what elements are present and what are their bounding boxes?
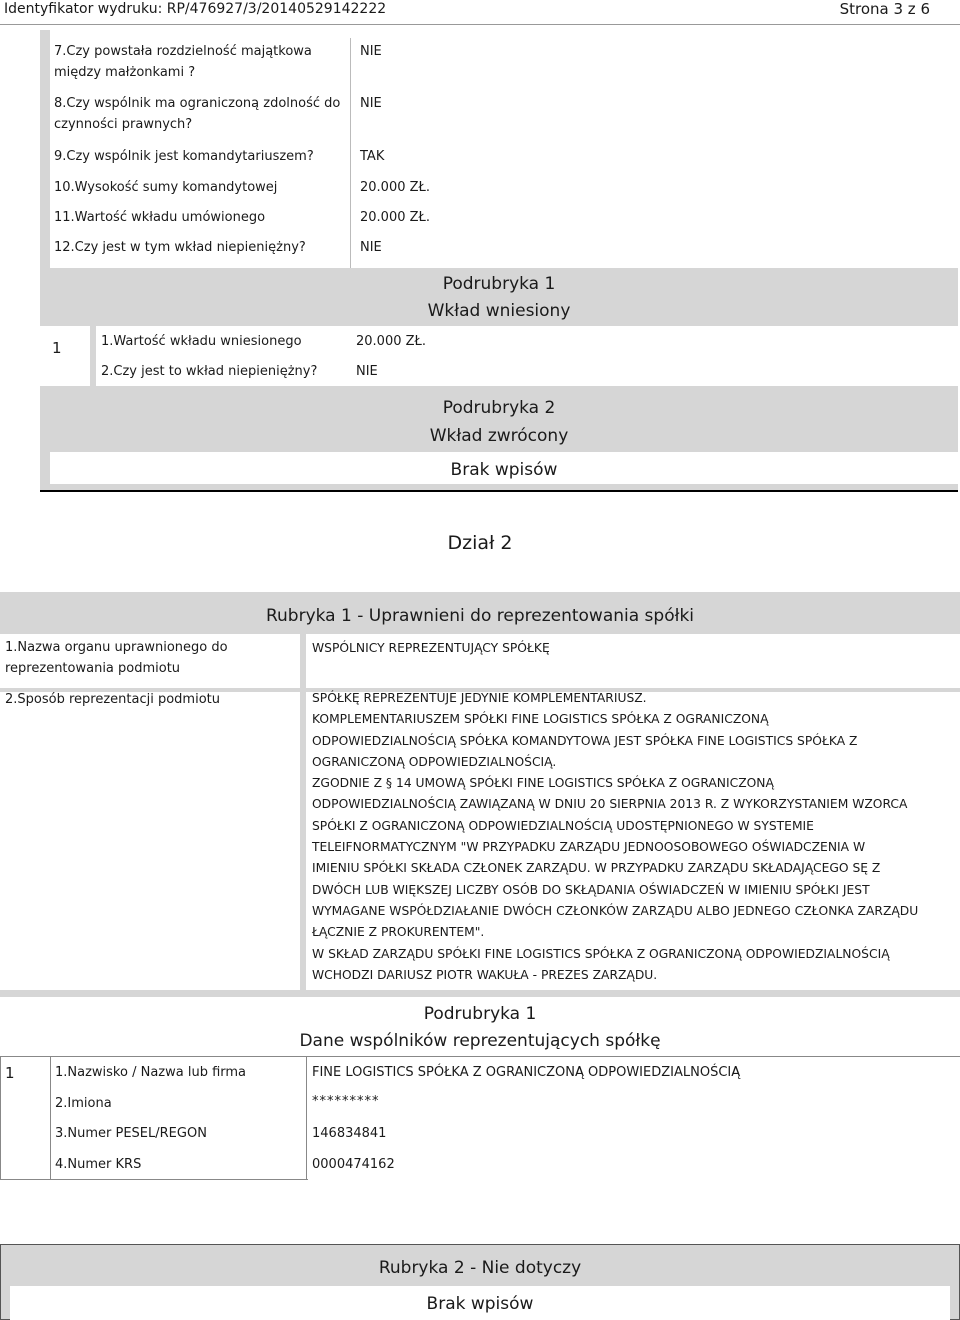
rubric1-field2-value: SPÓŁKĘ REPREZENTUJE JEDYNIE KOMPLEMENTARIUSZ. KOMPLEMENTARIUSZEM SPÓŁKI FINE LOGISTICS SPÓŁKA Z OGRANICZONĄ ODPOWIEDZIALNOŚCIĄ SPÓŁKA KOMANDYTOWA JEST SPÓŁKA FINE LOGISTICS SPÓŁKA Z OGRANICZONĄ ODPOWIEDZIALNOŚCIĄ. ZGODNIE Z § 14 UMOWĄ SPÓŁKI FINE LOGISTICS SPÓŁKA Z OGRANICZONĄ ODPOWIEDZIALNOŚCIĄ ZAWIĄZANĄ W DNIU 20 SIERPNIA 2013 R. Z WYKORZYSTANIEM WZORCA SPÓŁKI Z OGRANICZONĄ ODPOWIEDZIALNOŚCIĄ UDOSTĘPNIONEGO W SYSTEMIE TELEIFNORMATYCZNYM "W PRZYPADKU ZARZĄDU JEDNOOSOBOWEGO OŚWIADCZENIA W IMIENIU SPÓŁKI SKŁADA CZŁONEK ZARZĄDU. W PRZYPADKU ZARZĄDU SKŁADAJĄCEGO SĘ Z DWÓCH LUB WIĘKSZEJ LICZBY OSÓB DO SKŁĄDANIA OŚWIADCZEŃ W IMIENIU SPÓŁKI JEST WYMAGANE WSPÓŁDZIAŁANIE DWÓCH CZŁONKÓW ZARZĄDU ALBO JEDNEGO CZŁONKA ZARZĄDU ŁĄCZNIE Z PROKURENTEM". W SKŁAD ZARZĄDU SPÓŁKI FINE LOGISTICS SPÓŁKA Z OGRANICZONĄ ODPOWIEDZIALNOŚCIĄ WCHODZI DARIUSZ PIOTR WAKUŁA - PREZES ZARZĄDU. xyxy=(312,691,919,982)
header-divider xyxy=(0,24,960,25)
field-10-label: 10.Wysokość sumy komandytowej xyxy=(54,180,278,195)
sub2-subtitle: Wkład zwrócony xyxy=(429,426,569,446)
rubric1-field1-label-line1: 1.Nazwa organu uprawnionego do xyxy=(5,640,228,655)
page-number: Strona 3 z 6 xyxy=(839,0,930,18)
partner-name-label: 1.Nazwisko / Nazwa lub firma xyxy=(55,1065,247,1080)
rubric1-field1-label-line2: reprezentowania podmiotu xyxy=(5,661,181,676)
sub1-row1-value: 20.000 ZŁ. xyxy=(356,334,426,349)
field-9-value: TAK xyxy=(360,149,385,164)
rubric2-title: Rubryka 2 - Nie dotyczy xyxy=(378,1258,582,1278)
sub2-title: Podrubryka 2 xyxy=(442,398,556,418)
sub1-row2-value: NIE xyxy=(356,364,378,379)
field-8-label-line1: 8.Czy wspólnik ma ograniczoną zdolność do xyxy=(54,96,341,111)
field-11-label: 11.Wartość wkładu umówionego xyxy=(54,210,266,225)
sub1-index-cell xyxy=(40,326,90,386)
field-8-label-line2: czynności prawnych? xyxy=(54,117,193,132)
sub1-index: 1 xyxy=(52,339,62,357)
partner-given-names-label: 2.Imiona xyxy=(55,1096,112,1111)
field-7-label-line2: między małżonkami ? xyxy=(54,65,196,80)
partners-top-line xyxy=(0,1056,960,1057)
partner-name-value: FINE LOGISTICS SPÓŁKA Z OGRANICZONĄ ODPOWIEDZIALNOŚCIĄ xyxy=(312,1065,741,1080)
top-fields-divider xyxy=(350,38,351,268)
field-11-value: 20.000 ZŁ. xyxy=(360,210,430,225)
rubric1-field2-label: 2.Sposób reprezentacji podmiotu xyxy=(5,692,220,707)
partner-krs-label: 4.Numer KRS xyxy=(55,1157,142,1172)
partners-subtitle: Dane wspólników reprezentujących spółkę xyxy=(299,1031,661,1051)
partner-krs-value: 0000474162 xyxy=(312,1157,395,1172)
sub1-row1-label: 1.Wartość wkładu wniesionego xyxy=(101,334,302,349)
rubric1-field2-label-cell xyxy=(0,692,300,990)
partners-title: Podrubryka 1 xyxy=(423,1004,537,1024)
partner-given-names-value: ********* xyxy=(312,1094,380,1109)
field-12-value: NIE xyxy=(360,240,382,255)
partners-bottom-line xyxy=(0,1179,308,1180)
partners-index: 1 xyxy=(5,1064,15,1082)
sub1-row2-label: 2.Czy jest to wkład niepieniężny? xyxy=(101,364,318,379)
partners-index-divider xyxy=(50,1056,51,1180)
sub2-empty-label: Brak wpisów xyxy=(450,460,558,480)
upper-block-bottom xyxy=(40,490,958,492)
sub1-title: Podrubryka 1 xyxy=(442,274,556,294)
section-title: Dział 2 xyxy=(447,532,513,554)
field-9-label: 9.Czy wspólnik jest komandytariuszem? xyxy=(54,149,314,164)
field-12-label: 12.Czy jest w tym wkład niepieniężny? xyxy=(54,240,306,255)
field-7-label-line1: 7.Czy powstała rozdzielność majątkowa xyxy=(54,44,312,59)
partners-col-divider xyxy=(306,1056,307,1180)
sub1-subtitle: Wkład wniesiony xyxy=(427,301,571,321)
rubric2-empty-label: Brak wpisów xyxy=(426,1294,534,1314)
rubric1-field1-value: WSPÓLNICY REPREZENTUJĄCY SPÓŁKĘ xyxy=(312,641,550,655)
field-10-value: 20.000 ZŁ. xyxy=(360,180,430,195)
field-7-value: NIE xyxy=(360,44,382,59)
rubric1-title: Rubryka 1 - Uprawnieni do reprezentowania spółki xyxy=(265,606,695,626)
field-8-value: NIE xyxy=(360,96,382,111)
partner-pesel-regon-value: 146834841 xyxy=(312,1126,387,1141)
partner-pesel-regon-label: 3.Numer PESEL/REGON xyxy=(55,1126,207,1141)
partners-left-line xyxy=(0,1056,1,1180)
print-identifier: Identyfikator wydruku: RP/476927/3/20140529142222 xyxy=(4,1,387,17)
